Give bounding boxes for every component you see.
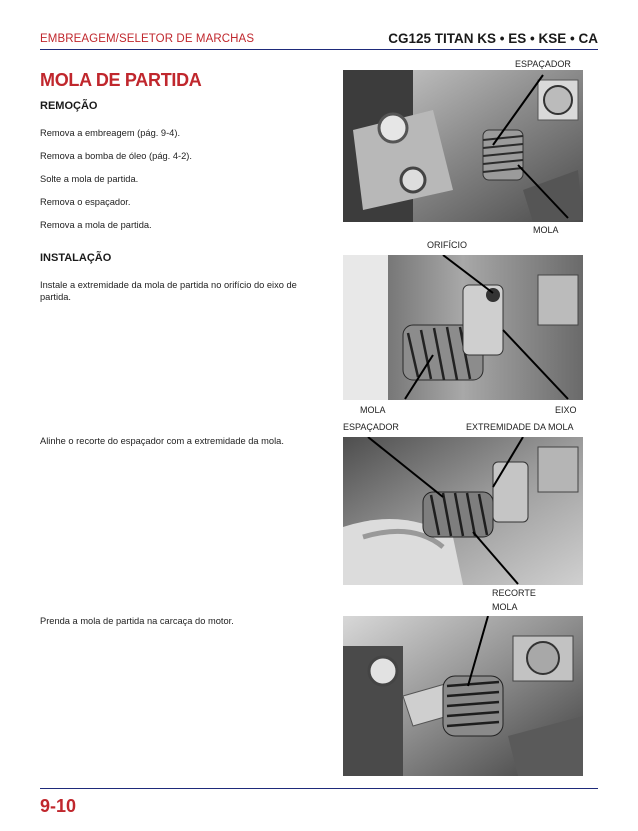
fig2-label-hole: ORIFÍCIO	[427, 240, 467, 250]
fig2-label-spring: MOLA	[360, 405, 386, 415]
installation-step-3: Prenda a mola de partida na carcaça do motor.	[40, 616, 234, 626]
removal-step-5: Remova a mola de partida.	[40, 220, 152, 230]
installation-step-2: Alinhe o recorte do espaçador com a extremidade da mola.	[40, 436, 284, 446]
fig3-label-cutout: RECORTE	[492, 588, 536, 598]
section-title: EMBREAGEM/SELETOR DE MARCHAS	[40, 33, 255, 45]
figure-1-photo	[343, 70, 583, 222]
figure-3-photo	[343, 437, 583, 585]
fig1-label-spring: MOLA	[533, 225, 559, 235]
removal-step-3: Solte a mola de partida.	[40, 174, 139, 184]
installation-step-1: Instale a extremidade da mola de partida no orifício do eixo de partida.	[40, 280, 297, 302]
fig4-label-spring: MOLA	[492, 602, 518, 612]
removal-step-2: Remova a bomba de óleo (pág. 4-2).	[40, 151, 192, 161]
figure-4-photo	[343, 616, 583, 776]
fig3-label-spring-end: EXTREMIDADE DA MOLA	[466, 422, 574, 432]
fig2-label-shaft: EIXO	[555, 405, 577, 415]
header-rule	[40, 49, 598, 50]
fig1-label-spacer: ESPAÇADOR	[515, 59, 571, 69]
removal-step-1: Remova a embreagem (pág. 9-4).	[40, 128, 181, 138]
removal-step-4: Remova o espaçador.	[40, 197, 131, 207]
fig3-label-spacer: ESPAÇADOR	[343, 422, 399, 432]
figure-2-photo	[343, 255, 583, 400]
page-number: 9-10	[40, 796, 77, 816]
removal-heading: REMOÇÃO	[40, 100, 98, 112]
model-title: CG125 TITAN KS • ES • KSE • CA	[388, 31, 598, 46]
installation-heading: INSTALAÇÃO	[40, 252, 112, 264]
footer-rule	[40, 788, 598, 789]
page-title: MOLA DE PARTIDA	[40, 70, 202, 90]
